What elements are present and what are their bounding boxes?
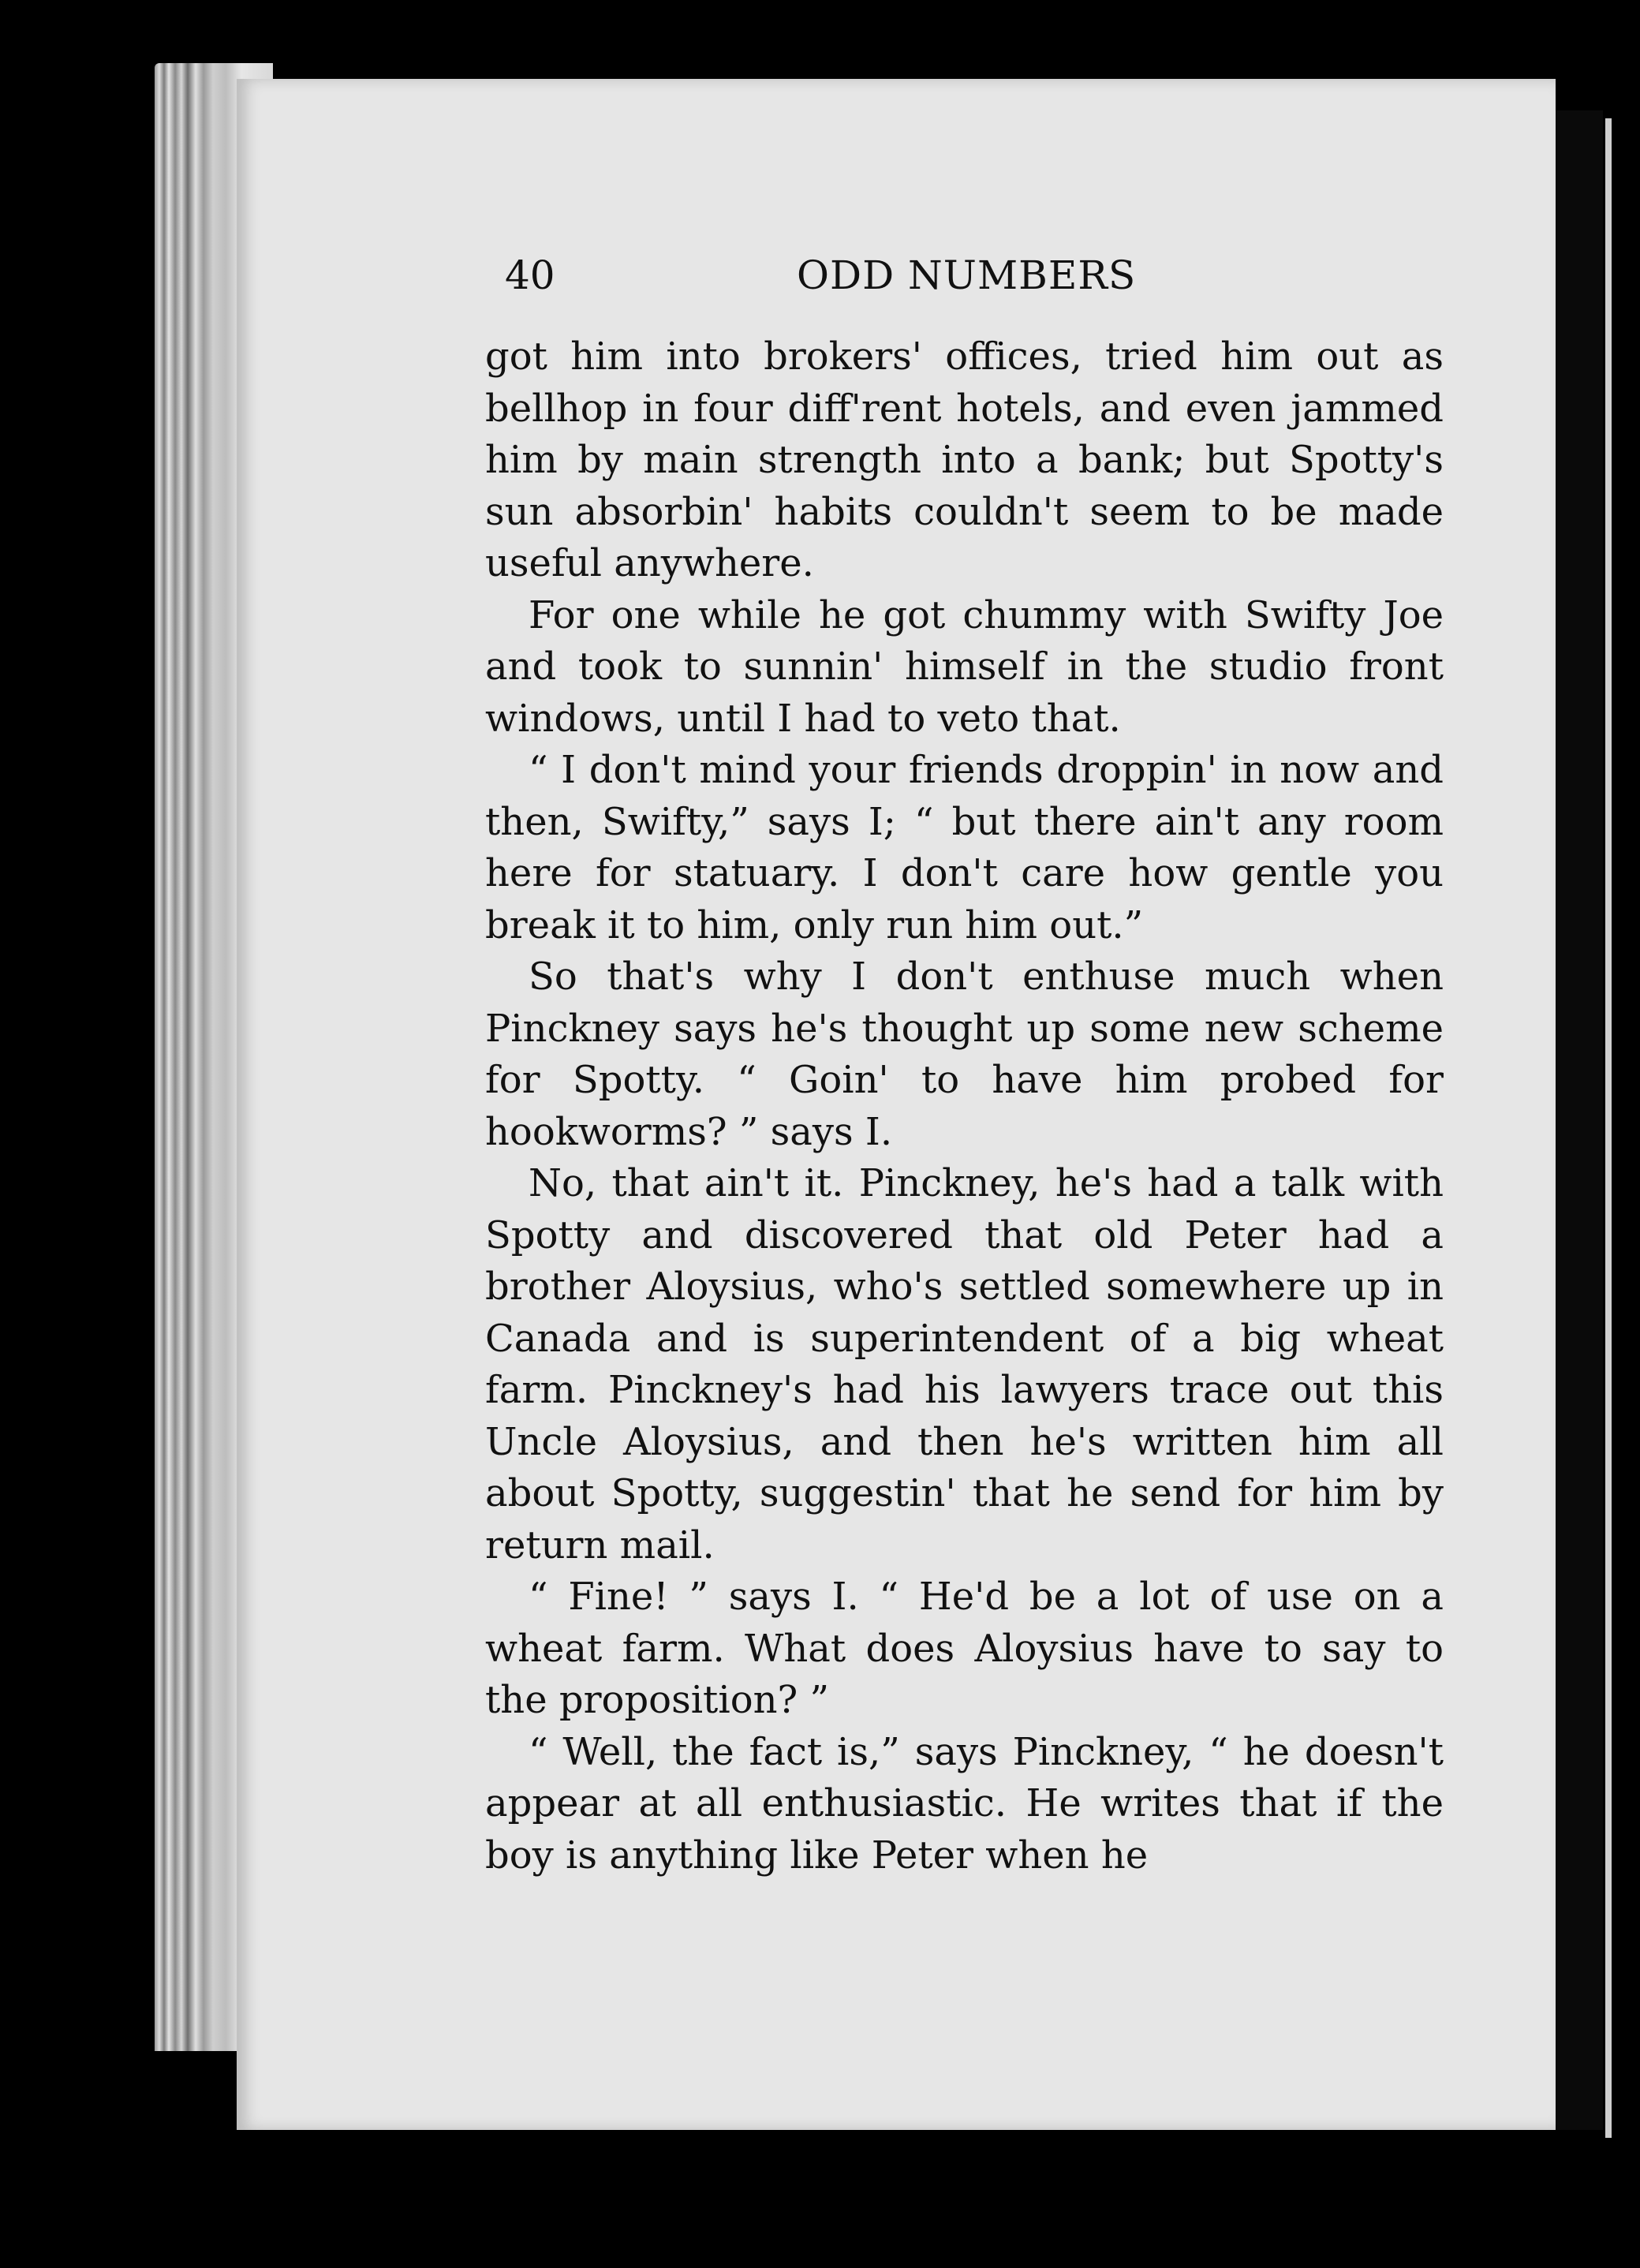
paragraph: No, that ain't it. Pinckney, he's had a talk with Spotty and discovered that old Peter had a brother Aloysius, who's settled somewhere up in Canada and is superintendent of a big wheat farm. Pinckney's had his lawyers trace out this Uncle Aloysius, and then he's written him all about Spotty, suggestin' that he send for him by return mail.: [485, 1161, 1444, 1567]
paragraph: For one while he got chummy with Swifty Joe and took to sunnin' himself in the studio front windows, until I had to veto that.: [485, 592, 1444, 741]
paragraph: got him into brokers' offices, tried him out as bellhop in four diff'rent hotels, and even jammed him by main strength into a bank; but Spotty's sun absorbin' habits couldn't seem to be made useful anywhere.: [485, 334, 1444, 585]
body-text: [485, 331, 1444, 1881]
book-title: ODD NUMBERS: [797, 252, 1137, 298]
paragraph: So that's why I don't enthuse much when Pinckney says he's thought up some new scheme for Spotty. “ Goin' to have him probed for hookworms? ” says I.: [485, 955, 1444, 1154]
facing-page-edge: [1605, 118, 1612, 2138]
page-right-shadow: [1556, 110, 1603, 2130]
paragraph: “ Well, the fact is,” says Pinckney, “ he doesn't appear at all enthusiastic. He writes that if the boy is anything like Peter when he: [485, 1729, 1444, 1878]
page-number: 40: [505, 252, 555, 298]
running-head: [505, 252, 1436, 308]
paragraph: “ I don't mind your friends droppin' in now and then, Swifty,” says I; “ but there ain't any room here for statuary. I don't care how gentle you break it to him, only run him out.”: [485, 748, 1444, 947]
paragraph: “ Fine! ” says I. “ He'd be a lot of use on a wheat farm. What does Aloysius have to say to the proposition? ”: [485, 1575, 1444, 1722]
